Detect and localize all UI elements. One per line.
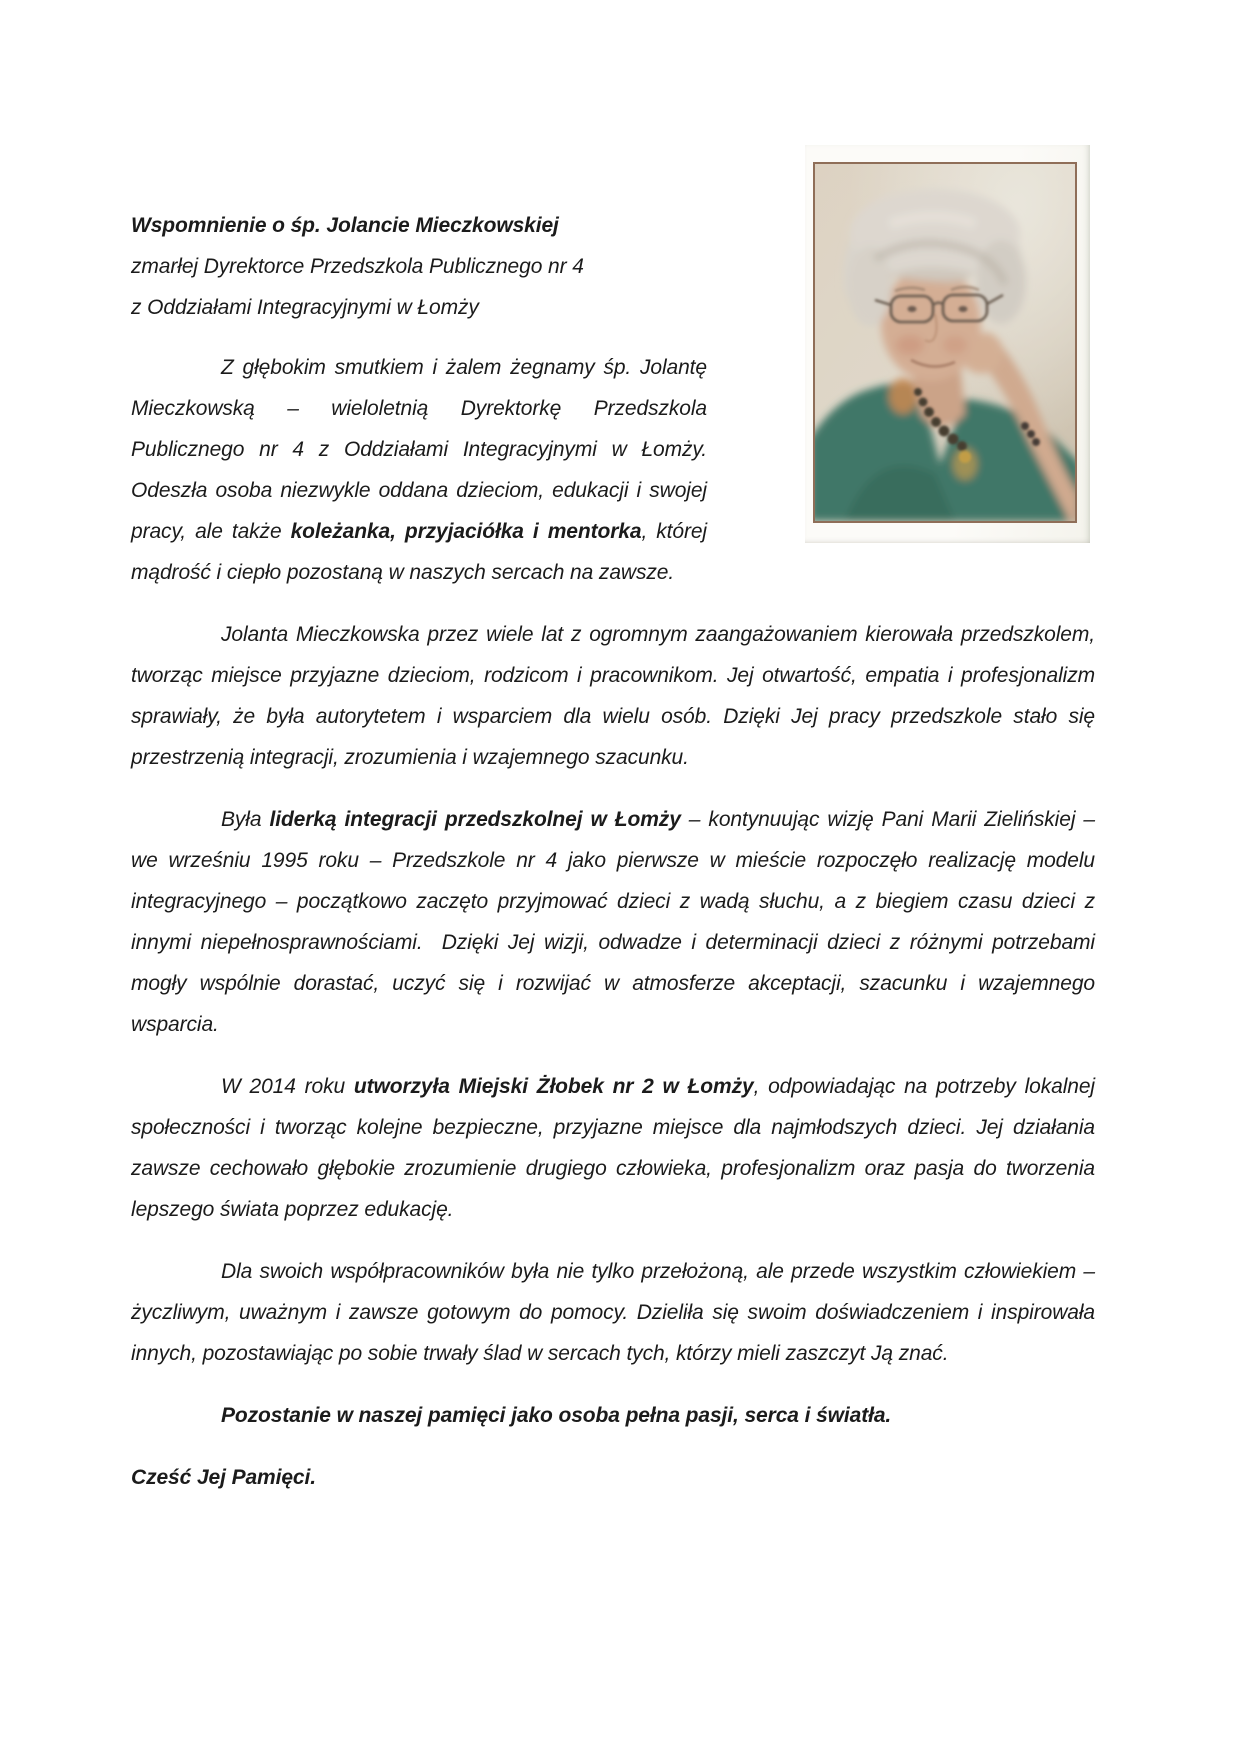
paragraph bbox=[131, 1066, 1095, 1230]
bold-text-segment: koleżanka, przyjaciółka i mentorka bbox=[290, 520, 642, 543]
paragraph bbox=[131, 1457, 1095, 1498]
photo-card bbox=[805, 145, 1090, 543]
memorial-title: Wspomnienie o śp. Jolancie Mieczkowskiej bbox=[131, 214, 559, 237]
paragraph bbox=[131, 614, 1095, 778]
paragraph bbox=[131, 1395, 1095, 1436]
bold-text-segment: Cześć Jej Pamięci. bbox=[131, 1466, 316, 1489]
text-segment: W 2014 roku bbox=[221, 1075, 354, 1098]
portrait-illustration bbox=[815, 164, 1075, 521]
text-segment: , której mądrość i ciepło pozostaną w naszych sercach na zawsze. bbox=[131, 520, 707, 584]
text-segment: Jolanta Mieczkowska przez wiele lat z ogromnym zaangażowaniem kierowała przedszkolem, tworząc miejsce przyjazne dzieciom, rodzicom i pracownikom. Jej otwartość, empatia i profesjonalizm sprawiały, że była autorytetem i wsparciem dla wielu osób. Dzięki Jej pracy przedszkole stało się przestrzenią integracji, zrozumienia i wzajemnego szacunku. bbox=[131, 623, 1095, 769]
text-segment: Z głębokim smutkiem i żalem żegnamy śp. Jolantę Mieczkowską – wieloletnią Dyrektorkę Przedszkola Publicznego nr 4 z Oddziałami Integracyjnymi w Łomży. Odeszła osoba niezwykle oddana dzieciom, edukacji i swojej pracy, ale także bbox=[131, 356, 707, 543]
bold-text-segment: Pozostanie w naszej pamięci jako osoba pełna pasji, serca i światła. bbox=[221, 1404, 892, 1427]
portrait-photo bbox=[813, 162, 1077, 523]
text-segment: Dla swoich współpracowników była nie tylko przełożoną, ale przede wszystkim człowiekiem – życzliwym, uważnym i zawsze gotowym do pomocy. Dzieliła się swoim doświadczeniem i inspirowała innych, pozostawiając po sobie trwały ślad w sercach tych, którzy mieli zaszczyt Ją znać. bbox=[131, 1260, 1095, 1365]
paragraph bbox=[131, 1251, 1095, 1374]
paragraph bbox=[131, 799, 1095, 1045]
text-segment: Była bbox=[221, 808, 270, 831]
memorial-subtitle-1: zmarłej Dyrektorce Przedszkola Publicznego nr 4 bbox=[131, 255, 584, 278]
bold-text-segment: liderką integracji przedszkolnej w Łomży bbox=[269, 808, 681, 831]
text-segment: – kontynuując wizję Pani Marii Zielińskiej – we wrześniu 1995 roku – Przedszkole nr 4 jako pierwsze w mieście rozpoczęło realizację modelu integracyjnego – początkowo zaczęto przyjmować dzieci z wadą słuchu, a z biegiem czasu dzieci z innymi niepełnosprawnościami. Dzięki Jej wizji, odwadze i determinacji dzieci z różnymi potrzebami mogły wspólnie dorastać, uczyć się i rozwijać w atmosferze akceptacji, szacunku i wzajemnego wsparcia. bbox=[131, 808, 1096, 1036]
memorial-subtitle-2: z Oddziałami Integracyjnymi w Łomży bbox=[131, 296, 479, 319]
bold-text-segment: utworzyła Miejski Żłobek nr 2 w Łomży bbox=[353, 1075, 754, 1098]
text-segment: , odpowiadając na potrzeby lokalnej społeczności i tworząc kolejne bezpieczne, przyjazne miejsce dla najmłodszych dzieci. Jej działania zawsze cechowało głębokie zrozumienie drugiego człowieka, profesjonalizm oraz pasja do tworzenia lepszego świata poprzez edukację. bbox=[131, 1075, 1095, 1221]
